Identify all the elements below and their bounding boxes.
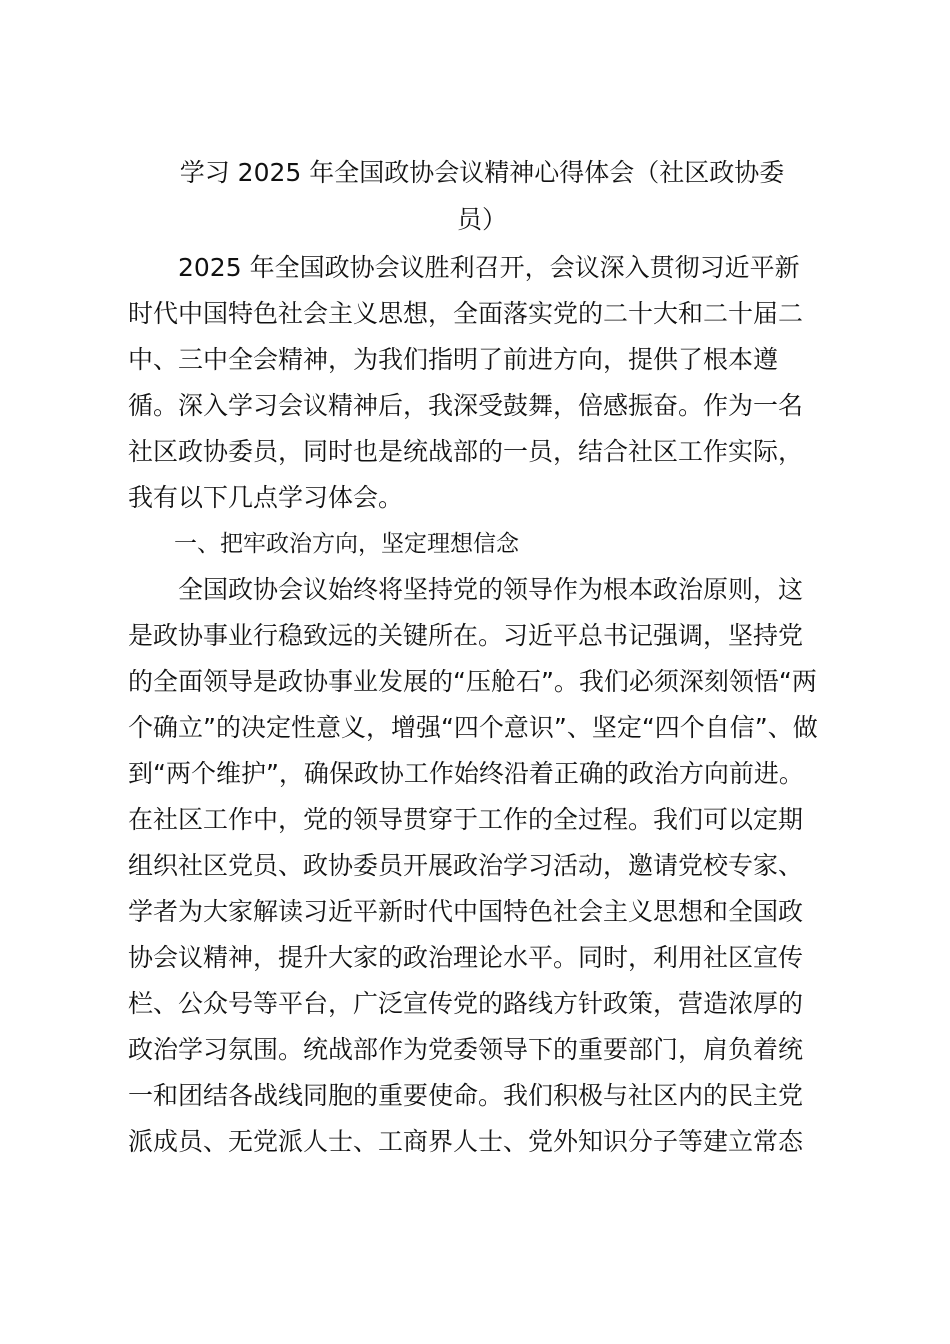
section1-heading: 一、把牢政治方向，坚定理想信念 bbox=[128, 531, 519, 557]
paragraph1-line-3: 中、三中全会精神，为我们指明了前进方向，提供了根本遵 bbox=[128, 345, 779, 374]
paragraph2-line-12: 一和团结各战线同胞的重要使命。我们积极与社区内的民主党 bbox=[128, 1081, 804, 1110]
paragraph2-line-6: 在社区工作中，党的领导贯穿于工作的全过程。我们可以定期 bbox=[128, 805, 804, 834]
paragraph1-line-6: 我有以下几点学习体会。 bbox=[128, 483, 404, 512]
paragraph2-line-3: 的全面领导是政协事业发展的“压舱石”。我们必须深刻领悟“两 bbox=[128, 667, 817, 696]
paragraph2-line-5: 到“两个维护”，确保政协工作始终沿着正确的政治方向前进。 bbox=[128, 759, 804, 788]
paragraph2-line-9: 协会议精神，提升大家的政治理论水平。同时，利用社区宣传 bbox=[128, 943, 804, 972]
paragraph1-line-5: 社区政协委员，同时也是统战部的一员，结合社区工作实际， bbox=[128, 437, 804, 466]
document-title-line-2: 员） bbox=[456, 205, 507, 234]
paragraph1-line-2: 时代中国特色社会主义思想，全面落实党的二十大和二十届二 bbox=[128, 299, 804, 328]
paragraph2-line-7: 组织社区党员、政协委员开展政治学习活动，邀请党校专家、 bbox=[128, 851, 804, 880]
paragraph2-line-1: 全国政协会议始终将坚持党的领导作为根本政治原则，这 bbox=[128, 575, 804, 604]
paragraph2-line-2: 是政协事业行稳致远的关键所在。习近平总书记强调，坚持党 bbox=[128, 621, 804, 650]
paragraph2-line-13: 派成员、无党派人士、工商界人士、党外知识分子等建立常态 bbox=[128, 1127, 804, 1156]
paragraph2-line-4: 个确立”的决定性意义，增强“四个意识”、坚定“四个自信”、做 bbox=[128, 713, 818, 742]
paragraph1-line-1: 2025 年全国政协会议胜利召开，会议深入贯彻习近平新 bbox=[128, 253, 800, 282]
paragraph2-line-8: 学者为大家解读习近平新时代中国特色社会主义思想和全国政 bbox=[128, 897, 804, 926]
paragraph2-line-11: 政治学习氛围。统战部作为党委领导下的重要部门，肩负着统 bbox=[128, 1035, 804, 1064]
paragraph1-line-4: 循。深入学习会议精神后，我深受鼓舞，倍感振奋。作为一名 bbox=[128, 391, 804, 420]
document-title-line-1: 学习 2025 年全国政协会议精神心得体会（社区政协委 bbox=[179, 158, 785, 187]
paragraph2-line-10: 栏、公众号等平台，广泛宣传党的路线方针政策，营造浓厚的 bbox=[128, 989, 804, 1018]
